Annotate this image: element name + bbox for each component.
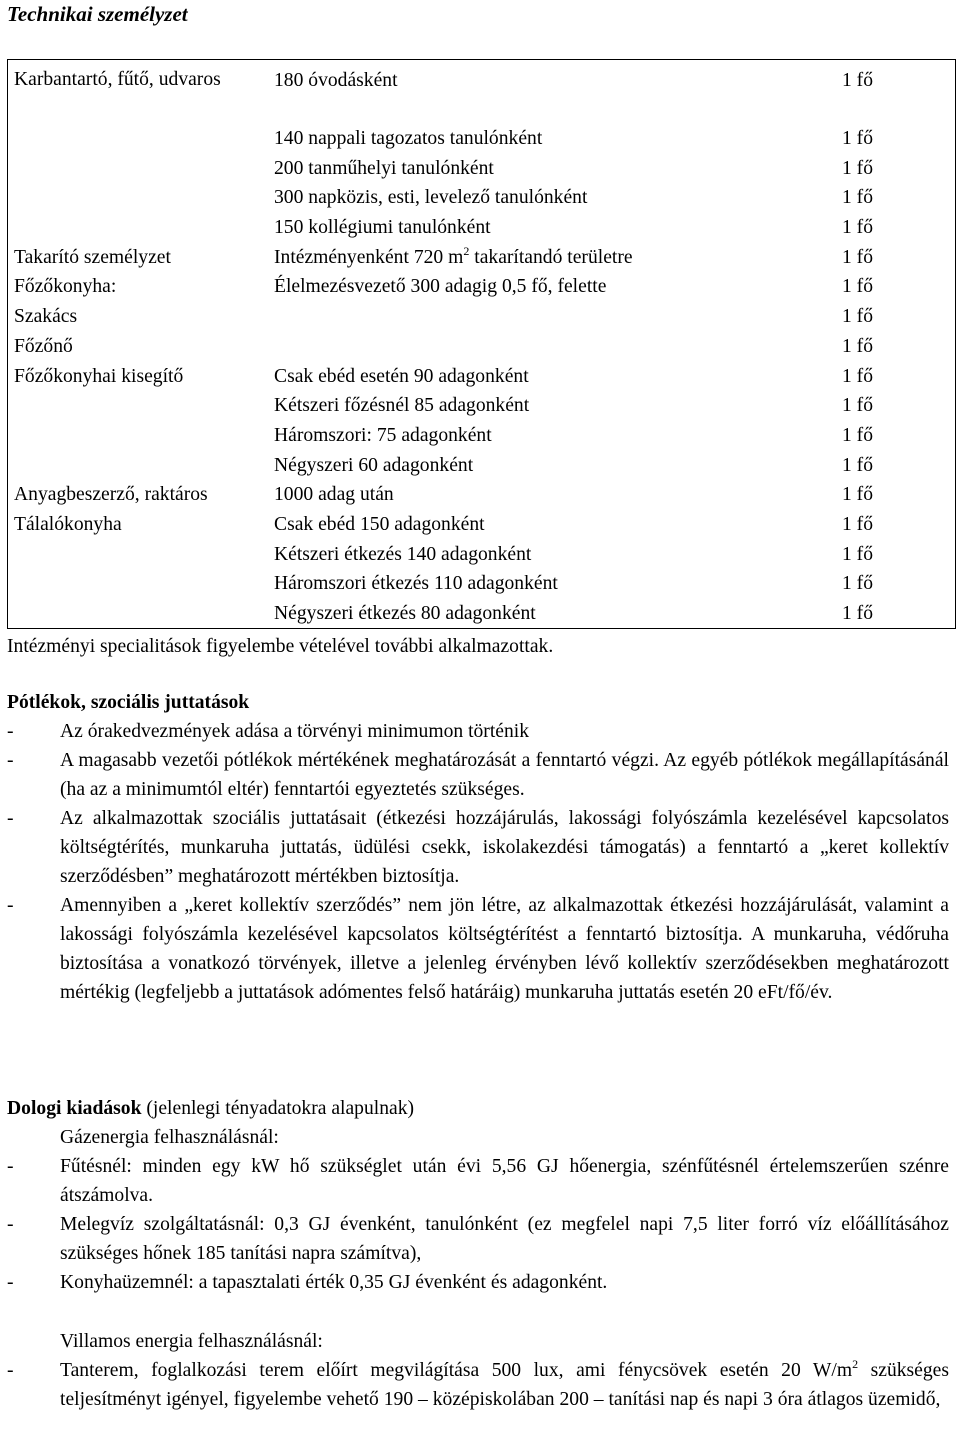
electric-heading: Villamos energia felhasználásnál: — [60, 1331, 323, 1352]
role-cell: Karbantartó, fűtő, udvaros — [14, 69, 221, 90]
table-row — [8, 183, 955, 212]
list-item: - A magasabb vezetői pótlékok mértékének meghatározását a fenntartó végzi. Az egyéb pótlékok megállapításánál (ha az a minimumtól eltér) fenntartói egyeztetés szükséges. — [7, 746, 949, 804]
basis-cell: Csak ebéd 150 adagonként — [274, 514, 485, 535]
table-row — [8, 540, 955, 569]
count-cell: 1 fő — [841, 336, 873, 357]
basis-cell: Élelmezésvezető 300 adagig 0,5 fő, felette — [274, 276, 607, 297]
list-item: - Amennyiben a „keret kollektív szerződés” nem jön létre, az alkalmazottak étkezési hozzájárulását, valamint a lakossági folyószámla kezelésével kapcsolatos költségtérítést a fenntartó biztosítja. A munkaruha, védőruha biztosítása a vonatkozó törvények, illetve a jelenleg érvényben lévő kollektív szerződésekben meghatározott mértékig (legfeljebb a juttatások adómentes felső határáig) munkaruha juttatás esetén 20 eFt/fő/év. — [7, 891, 949, 1007]
table-row — [8, 362, 955, 391]
basis-cell: 180 óvodásként — [274, 70, 398, 91]
table-row — [8, 510, 955, 539]
basis-cell: Intézményenként 720 $m^2$ takarítandó területre — [274, 244, 633, 268]
role-cell: Anyagbeszerző, raktáros — [14, 484, 208, 505]
allowances-section — [7, 689, 949, 1007]
table-row — [8, 391, 955, 420]
count-cell: 1 fő — [841, 544, 873, 565]
table-row — [8, 480, 955, 509]
table-row — [8, 421, 955, 450]
allowances-title: Pótlékok, szociális juttatások — [7, 692, 250, 713]
role-cell: Főzőkonyhai kisegítő — [14, 366, 184, 387]
count-cell: 1 fő — [841, 187, 873, 208]
count-cell: 1 fő — [841, 514, 873, 535]
table-row — [8, 213, 955, 242]
staff-table — [7, 59, 956, 629]
staff-note: Intézményi specialitások figyelembe vételével további alkalmazottak. — [7, 636, 554, 657]
basis-cell: Kétszeri étkezés 140 adagonként — [274, 544, 532, 565]
basis-cell: 300 napközis, esti, levelező tanulónként — [274, 187, 588, 208]
table-row — [8, 243, 955, 272]
basis-cell: Kétszeri főzésnél 85 adagonként — [274, 395, 530, 416]
section-title-technical-staff: Technikai személyzet — [7, 2, 188, 26]
list-item: - Konyhaüzemnél: a tapasztalati érték 0,35 GJ évenként és adagonként. — [7, 1268, 949, 1297]
material-costs-section — [7, 1095, 949, 1414]
gas-heading: Gázenergia felhasználásnál: — [60, 1127, 279, 1148]
basis-cell: 150 kollégiumi tanulónként — [274, 217, 491, 238]
basis-cell: Csak ebéd esetén 90 adagonként — [274, 366, 529, 387]
count-cell: 1 fő — [841, 247, 873, 268]
table-row — [8, 569, 955, 598]
count-cell: 1 fő — [841, 158, 873, 179]
count-cell: 1 fő — [841, 276, 873, 297]
material-costs-title: Dologi kiadások (jelenlegi tényadatokra alapulnak) — [7, 1098, 415, 1119]
basis-cell: Háromszori: 75 adagonként — [274, 425, 492, 446]
count-cell: 1 fő — [841, 70, 873, 91]
basis-cell: 1000 adag után — [274, 484, 394, 505]
basis-cell: Háromszori étkezés 110 adagonként — [274, 573, 558, 594]
role-cell: Főzőnő — [14, 336, 73, 357]
table-row — [8, 154, 955, 183]
role-cell: Főzőkonyha: — [14, 276, 117, 297]
table-row — [8, 451, 955, 480]
list-item: - Melegvíz szolgáltatásnál: 0,3 GJ évenként, tanulónként (ez megfelel napi 7,5 liter forró víz előállításához szükséges hőnek 185 tanítási napra számítva), — [7, 1210, 949, 1268]
basis-cell: Négyszeri 60 adagonként — [274, 455, 474, 476]
list-item: - Az alkalmazottak szociális juttatásait (étkezési hozzájárulás, lakossági folyószámla kezelésével kapcsolatos költségtérítés, munkaruha juttatás, üdülési csekk, iskolakezdési támogatás) a fenntartó a „keret kollektív szerződésben” meghatározott mértékben biztosítja. — [7, 804, 949, 891]
count-cell: 1 fő — [841, 425, 873, 446]
table-row — [8, 272, 955, 301]
role-cell: Szakács — [14, 306, 78, 327]
count-cell: 1 fő — [841, 217, 873, 238]
electric-list — [7, 1356, 949, 1414]
role-cell: Takarító személyzet — [14, 247, 171, 268]
count-cell: 1 fő — [841, 306, 873, 327]
table-row — [8, 124, 955, 153]
table-row — [8, 66, 955, 95]
count-cell: 1 fő — [841, 573, 873, 594]
basis-cell: Négyszeri étkezés 80 adagonként — [274, 603, 536, 624]
count-cell: 1 fő — [841, 603, 873, 624]
count-cell: 1 fő — [841, 395, 873, 416]
count-cell: 1 fő — [841, 366, 873, 387]
count-cell: 1 fő — [841, 455, 873, 476]
basis-cell: 200 tanműhelyi tanulónként — [274, 158, 494, 179]
role-cell: Tálalókonyha — [14, 514, 122, 535]
allowances-list — [7, 717, 949, 1007]
list-item: - Tanterem, foglalkozási terem előírt megvilágítása 500 lux, ami fénycsövek esetén 20 $W/m^2$ szükséges teljesítményt igényel, figyelembe vehető 190 – középiskolában 200 – tanítási nap és napi 3 óra átlagos üzemidő, — [7, 1356, 949, 1414]
gas-list — [7, 1152, 949, 1297]
list-item: - Fűtésnél: minden egy kW hő szükséglet után évi 5,56 GJ hőenergia, szénfűtésnél értelemszerűen szénre átszámolva. — [7, 1152, 949, 1210]
table-row — [8, 302, 955, 331]
table-row — [8, 599, 955, 628]
list-item: - Az órakedvezmények adása a törvényi minimumon történik — [7, 717, 949, 746]
count-cell: 1 fő — [841, 128, 873, 149]
count-cell: 1 fő — [841, 484, 873, 505]
basis-cell: 140 nappali tagozatos tanulónként — [274, 128, 543, 149]
table-row — [8, 332, 955, 361]
